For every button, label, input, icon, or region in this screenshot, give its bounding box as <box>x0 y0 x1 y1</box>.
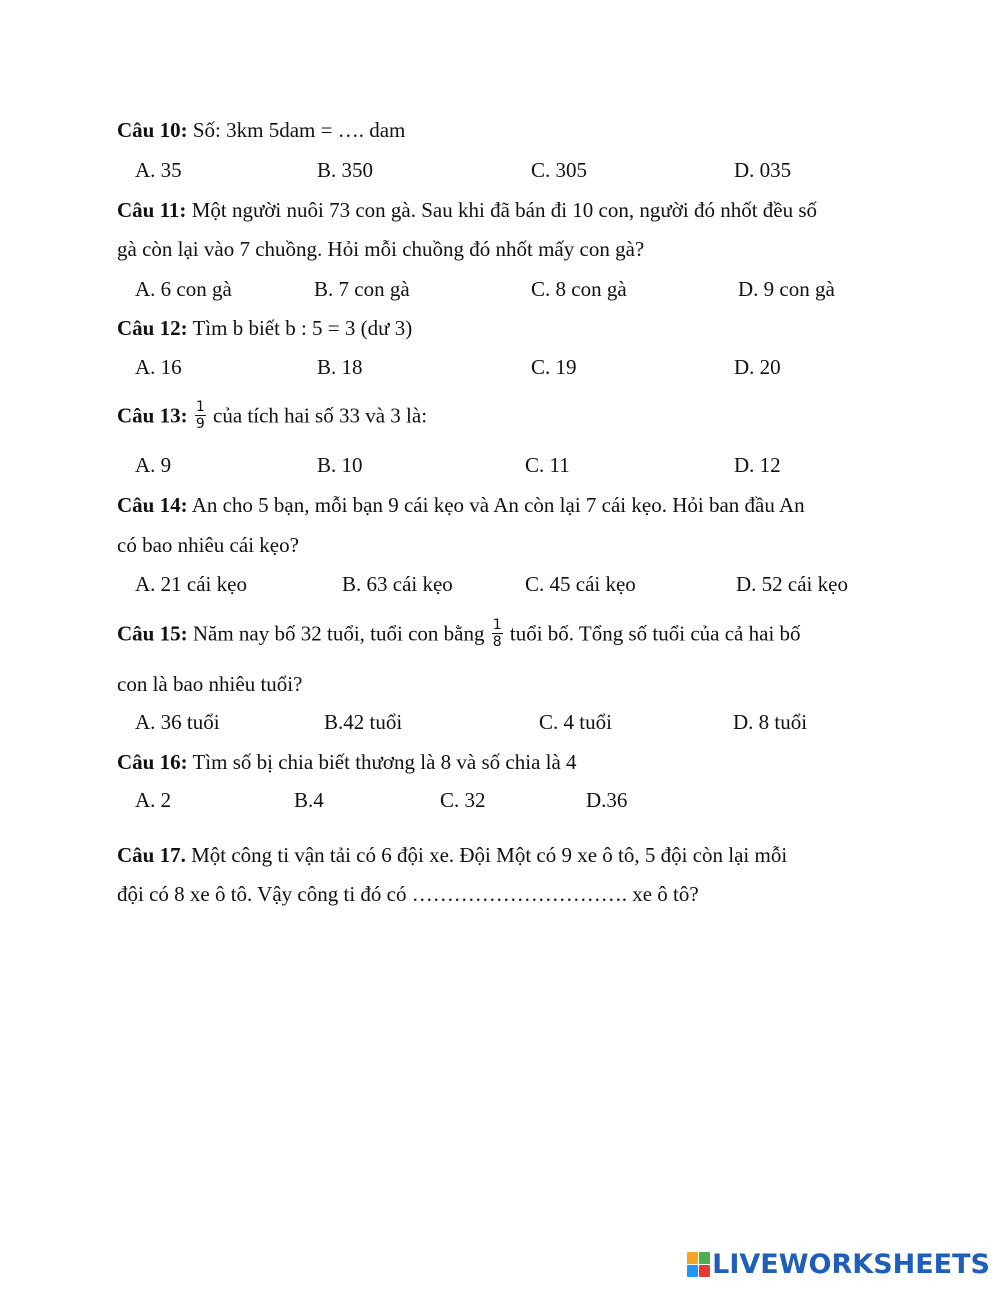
option-d: D. 035 <box>734 158 792 182</box>
logo-text: LIVEWORKSHEETS <box>712 1248 990 1280</box>
question-text: Tìm số bị chia biết thương là 8 và số chia là 4 <box>192 750 577 774</box>
option-d: D. 9 con gà <box>738 277 835 301</box>
option-c: C. 305 <box>531 158 588 182</box>
option-a: A. 36 tuổi <box>135 710 220 734</box>
question-text: của tích hai số 33 và 3 là: <box>213 403 428 428</box>
liveworksheets-logo <box>687 1249 990 1279</box>
fraction-numerator: 1 <box>195 399 205 415</box>
option-b: B. 350 <box>317 158 374 182</box>
option-d: D. 52 cái kẹo <box>736 572 848 596</box>
option-c: C. 8 con gà <box>531 277 627 301</box>
option-c: C. 4 tuổi <box>539 710 612 734</box>
question-13 <box>117 401 427 434</box>
question-text: Năm nay bố 32 tuổi, tuổi con bằng <box>192 621 485 646</box>
question-16 <box>117 748 577 776</box>
option-a: A. 35 <box>135 158 182 182</box>
option-b: B. 18 <box>317 355 363 379</box>
option-d: D. 12 <box>734 453 781 477</box>
question-label: Câu 15: <box>117 621 188 646</box>
question-12 <box>117 314 412 342</box>
question-15 <box>117 619 801 652</box>
question-label: Câu 11: <box>117 198 187 222</box>
logo-mark-square <box>699 1265 710 1277</box>
question-text: Tìm b biết b : 5 = 3 (dư 3) <box>192 316 413 340</box>
logo-mark-square <box>699 1252 710 1264</box>
question-11 <box>117 196 817 224</box>
option-d: D. 8 tuổi <box>733 710 808 734</box>
question-14 <box>117 491 805 519</box>
question-text: Số: 3km 5dam = …. dam <box>192 118 406 142</box>
question-10 <box>117 116 405 144</box>
option-c: C. 45 cái kẹo <box>525 572 636 596</box>
option-c: C. 32 <box>440 788 486 812</box>
option-a: A. 6 con gà <box>135 277 232 301</box>
option-b: B. 7 con gà <box>314 277 410 301</box>
question-text: Một người nuôi 73 con gà. Sau khi đã bán đi 10 con, người đó nhốt đều số <box>191 198 818 222</box>
option-b: B.4 <box>294 788 324 812</box>
question-label: Câu 12: <box>117 316 188 340</box>
option-c: C. 19 <box>531 355 577 379</box>
question-text-after-fraction: tuổi bố. Tổng số tuổi của cả hai bố <box>509 621 801 646</box>
liveworksheets-logo-icon <box>687 1252 709 1276</box>
fraction-denominator: 9 <box>195 416 205 432</box>
question-text-continued: con là bao nhiêu tuổi? <box>117 672 303 696</box>
fraction-one-eighth <box>492 617 503 650</box>
question-label: Câu 16: <box>117 750 188 774</box>
option-d: D. 20 <box>734 355 781 379</box>
option-c: C. 11 <box>525 453 570 477</box>
question-label: Câu 13: <box>117 403 188 428</box>
question-text: An cho 5 bạn, mỗi bạn 9 cái kẹo và An còn lại 7 cái kẹo. Hỏi ban đầu An <box>191 493 805 517</box>
question-17 <box>117 841 787 869</box>
question-text-continued: gà còn lại vào 7 chuồng. Hỏi mỗi chuồng đó nhốt mấy con gà? <box>117 237 645 261</box>
logo-mark-square <box>687 1265 698 1277</box>
option-a: A. 2 <box>135 788 172 812</box>
option-d: D.36 <box>586 788 628 812</box>
logo-mark-square <box>687 1252 698 1264</box>
question-label: Câu 17. <box>117 843 186 867</box>
question-label: Câu 14: <box>117 493 188 517</box>
option-b: B. 10 <box>317 453 363 477</box>
option-a: A. 16 <box>135 355 182 379</box>
fraction-one-ninth <box>195 399 206 432</box>
question-label: Câu 10: <box>117 118 188 142</box>
question-text: Một công ti vận tải có 6 đội xe. Đội Một có 9 xe ô tô, 5 đội còn lại mỗi <box>191 843 788 867</box>
fraction-denominator: 8 <box>492 634 502 650</box>
question-text-continued: đội có 8 xe ô tô. Vậy công ti đó có …………………………. xe ô tô? <box>117 882 699 906</box>
option-b: B.42 tuổi <box>324 710 403 734</box>
fraction-numerator: 1 <box>492 617 502 633</box>
option-a: A. 9 <box>135 453 172 477</box>
option-b: B. 63 cái kẹo <box>342 572 453 596</box>
question-text-continued: có bao nhiêu cái kẹo? <box>117 533 299 557</box>
option-a: A. 21 cái kẹo <box>135 572 247 596</box>
